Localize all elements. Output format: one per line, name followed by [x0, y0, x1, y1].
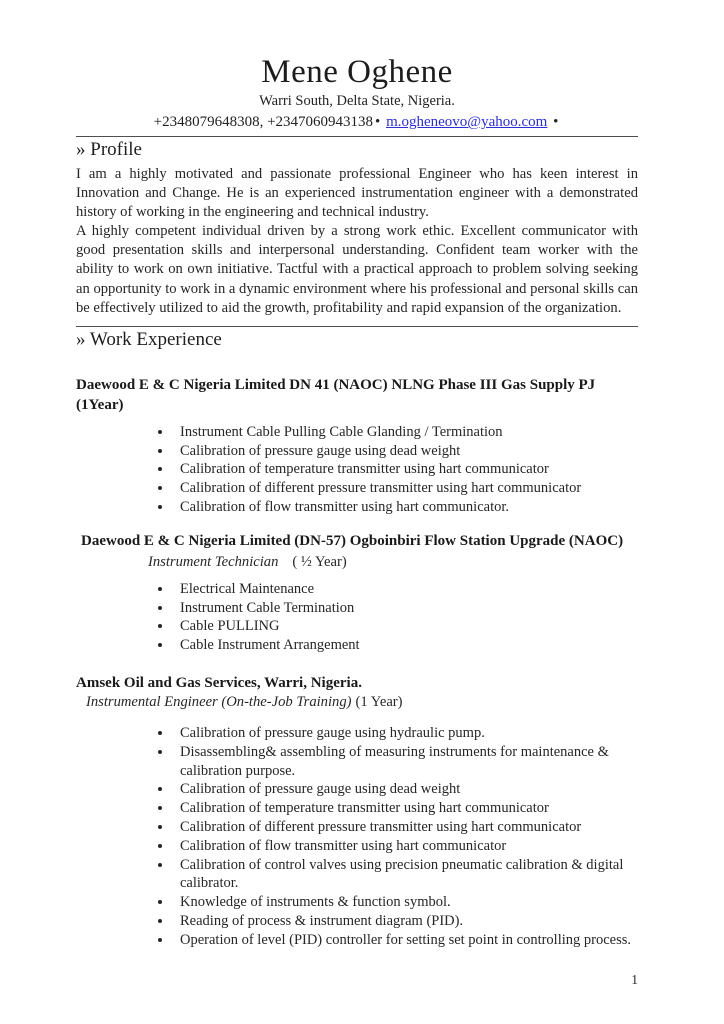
work-section-heading: » Work Experience: [76, 328, 222, 350]
job-entry: [76, 375, 638, 517]
page-title: Mene Oghene: [261, 54, 453, 90]
job-title: Amsek Oil and Gas Services, Warri, Nigeria.: [76, 674, 362, 691]
list-item: • Calibration of different pressure transmitter using hart communicator: [173, 818, 638, 837]
contact-line: [76, 112, 638, 132]
job-title: Daewood E & C Nigeria Limited DN 41 (NAOC) NLNG Phase III Gas Supply PJ (1Year): [76, 376, 596, 413]
list-item: • Cable Instrument Arrangement: [173, 636, 638, 655]
divider: [76, 136, 638, 137]
location-line: Warri South, Delta State, Nigeria.: [259, 93, 455, 109]
list-item: • Instrument Cable Termination: [173, 599, 638, 618]
list-item: • Calibration of flow transmitter using hart communicator: [173, 837, 638, 856]
job-duties-list: [76, 580, 638, 655]
profile-paragraph: A highly competent individual driven by a strong work ethic. Excellent communicator with good presentation skills and interpersonal understanding. Confident team worker with the ability to work on own initiative. Tactful with a practical approach to problem solving seeking an opportunity to work in a dynamic environment where his professional and personal skills can be effectively utilized to aid the growth, profitability and rapid expansion of the organization.: [76, 223, 638, 316]
job-duties-list: [76, 423, 638, 517]
list-item: • Calibration of pressure gauge using dead weight: [173, 442, 638, 461]
list-item: • Calibration of control valves using precision pneumatic calibration & digital calibrator.: [173, 856, 638, 894]
list-item: • Reading of process & instrument diagram (PID).: [173, 912, 638, 931]
list-item: • Calibration of temperature transmitter using hart communicator: [173, 799, 638, 818]
divider: [76, 326, 638, 327]
list-item: • Disassembling& assembling of measuring instruments for maintenance & calibration purpose.: [173, 743, 638, 781]
list-item: • Calibration of temperature transmitter using hart communicator: [173, 460, 638, 479]
list-item: • Electrical Maintenance: [173, 580, 638, 599]
page-number: 1: [631, 972, 638, 987]
job-role-line: [86, 693, 638, 712]
profile-section-heading: » Profile: [76, 139, 142, 160]
job-entry: [76, 673, 638, 950]
job-duties-list: [76, 724, 638, 950]
list-item: • Calibration of different pressure transmitter using hart communicator: [173, 479, 638, 498]
bullet-separator: •: [375, 114, 381, 130]
job-role: Instrument Technician: [148, 553, 279, 570]
job-entry: [76, 531, 638, 655]
job-duration: (1 Year): [355, 693, 403, 710]
bullet-separator: •: [553, 114, 559, 130]
job-role-line: [148, 553, 638, 572]
list-item: • Operation of level (PID) controller for setting set point in controlling process.: [173, 931, 638, 950]
phone-numbers: +2348079648308, +2347060943138: [153, 114, 374, 130]
list-item: • Instrument Cable Pulling Cable Glanding / Termination: [173, 423, 638, 442]
profile-paragraph: I am a highly motivated and passionate professional Engineer who has keen interest in Innovation and Change. He is an experienced instrumentation engineer with a demonstrated history of working in the engineering and technical industry.: [76, 166, 638, 221]
job-role: Instrumental Engineer (On-the-Job Training): [86, 693, 352, 710]
list-item: • Calibration of pressure gauge using dead weight: [173, 780, 638, 799]
list-item: • Calibration of pressure gauge using hydraulic pump.: [173, 724, 638, 743]
job-title: Daewood E & C Nigeria Limited (DN-57) Ogboinbiri Flow Station Upgrade (NAOC): [81, 532, 624, 549]
list-item: • Knowledge of instruments & function symbol.: [173, 893, 638, 912]
list-item: • Cable PULLING: [173, 617, 638, 636]
email-link[interactable]: m.ogheneovo@yahoo.com: [386, 114, 548, 130]
job-duration: ( ½ Year): [292, 553, 347, 570]
list-item: • Calibration of flow transmitter using hart communicator.: [173, 498, 638, 517]
